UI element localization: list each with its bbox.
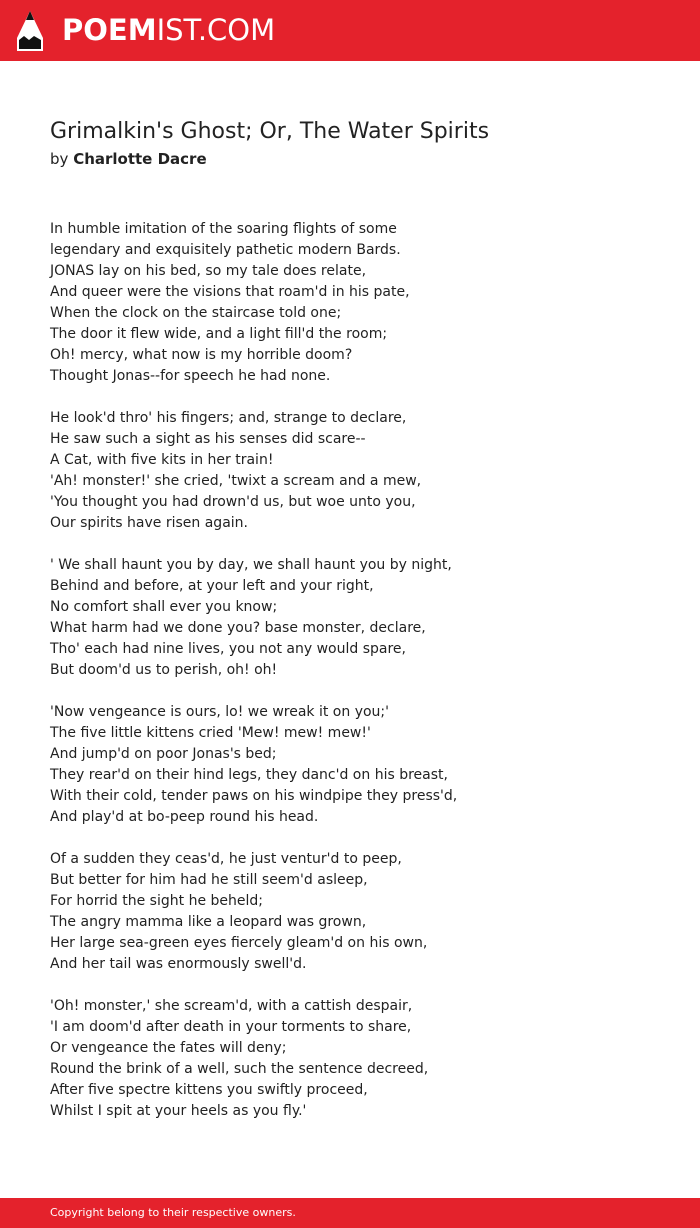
poem-line: No comfort shall ever you know;: [50, 599, 278, 615]
poem-line: Whilst I spit at your heels as you fly.': [50, 1103, 307, 1119]
stanza: [50, 996, 670, 1122]
site-footer: [0, 1198, 700, 1228]
stanza: [50, 702, 670, 828]
poem-line: Our spirits have risen again.: [50, 515, 248, 531]
poem-line: And jump'd on poor Jonas's bed;: [50, 746, 277, 762]
poem-line: When the clock on the staircase told one;: [50, 305, 342, 321]
poem-line: 'I am doom'd after death in your torments to share,: [50, 1019, 412, 1035]
poem-body: [50, 219, 670, 1143]
poem-line: Thought Jonas--for speech he had none.: [50, 368, 331, 384]
site-header: [0, 0, 700, 61]
logo-light-text: IST.COM: [156, 13, 276, 47]
poem-line: In humble imitation of the soaring flights of some: [50, 221, 397, 237]
poem-line: And her tail was enormously swell'd.: [50, 956, 307, 972]
stanza: [50, 219, 670, 387]
poem-line: The angry mamma like a leopard was grown,: [50, 914, 367, 930]
poem-line: 'Now vengeance is ours, lo! we wreak it on you;': [50, 704, 389, 720]
poem-line: But better for him had he still seem'd asleep,: [50, 872, 368, 888]
poem-title: Grimalkin's Ghost; Or, The Water Spirits: [50, 119, 490, 144]
copyright-notice: Copyright belong to their respective owners.: [50, 1206, 296, 1219]
poem-line: 'Oh! monster,' she scream'd, with a cattish despair,: [50, 998, 413, 1014]
poem-line: The five little kittens cried 'Mew! mew! mew!': [50, 725, 371, 741]
site-logo[interactable]: [62, 12, 275, 48]
poem-line: Tho' each had nine lives, you not any would spare,: [50, 641, 406, 657]
poem-line: They rear'd on their hind legs, they danc'd on his breast,: [50, 767, 448, 783]
poem-line: After five spectre kittens you swiftly proceed,: [50, 1082, 368, 1098]
byline: [50, 148, 207, 170]
poem-line: And play'd at bo-peep round his head.: [50, 809, 319, 825]
poem-line: The door it flew wide, and a light fill'd the room;: [50, 326, 388, 342]
poem-line: But doom'd us to perish, oh! oh!: [50, 662, 278, 678]
poem-line: A Cat, with five kits in her train!: [50, 452, 274, 468]
pencil-tip-icon[interactable]: [16, 10, 44, 52]
poem-line: He look'd thro' his fingers; and, strange to declare,: [50, 410, 407, 426]
poem-line: legendary and exquisitely pathetic modern Bards.: [50, 242, 401, 258]
stanza: [50, 849, 670, 975]
poem-line: Her large sea-green eyes fiercely gleam'd on his own,: [50, 935, 428, 951]
poem-line: And queer were the visions that roam'd in his pate,: [50, 284, 410, 300]
poem-line: Or vengeance the fates will deny;: [50, 1040, 287, 1056]
poem-line: With their cold, tender paws on his windpipe they press'd,: [50, 788, 458, 804]
poem-line: He saw such a sight as his senses did scare--: [50, 431, 366, 447]
logo-bold-text: POEM: [62, 13, 157, 47]
by-label: by: [50, 150, 69, 168]
poem-line: Behind and before, at your left and your right,: [50, 578, 374, 594]
stanza: [50, 555, 670, 681]
poem-line: Oh! mercy, what now is my horrible doom?: [50, 347, 353, 363]
poem-line: JONAS lay on his bed, so my tale does relate,: [50, 263, 367, 279]
poem-line: For horrid the sight he beheld;: [50, 893, 263, 909]
poem-line: Round the brink of a well, such the sentence decreed,: [50, 1061, 429, 1077]
stanza: [50, 408, 670, 534]
poem-line: ' We shall haunt you by day, we shall haunt you by night,: [50, 557, 452, 573]
poem-line: What harm had we done you? base monster, declare,: [50, 620, 426, 636]
poem-line: Of a sudden they ceas'd, he just ventur'd to peep,: [50, 851, 402, 867]
poem-line: 'Ah! monster!' she cried, 'twixt a scream and a mew,: [50, 473, 422, 489]
author-name: Charlotte Dacre: [73, 150, 207, 168]
poem-line: 'You thought you had drown'd us, but woe unto you,: [50, 494, 416, 510]
